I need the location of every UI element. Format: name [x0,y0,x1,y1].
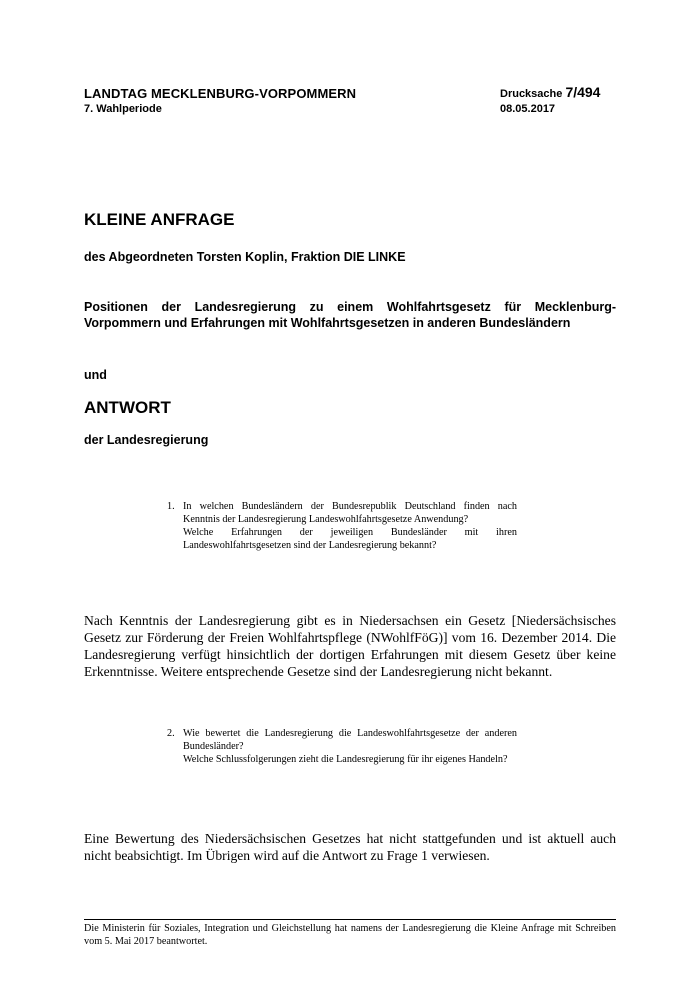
question-line: In welchen Bundesländern der Bundesrepublik Deutschland finden nach Kenntnis der Landesregierung Landeswohlfahrtsgesetze Anwendung? [183,501,517,525]
answer-2: Eine Bewertung des Niedersächsischen Gesetzes hat nicht stattgefunden und ist aktuell auch nicht beabsichtigt. Im Übrigen wird auf die Antwort zu Frage 1 verwiesen. [84,831,616,863]
question-2 [167,727,517,766]
footnote: Die Ministerin für Soziales, Integration und Gleichstellung hat namens der Landesregierung die Kleine Anfrage mit Schreiben vom 5. Mai 2017 beantwortet. [84,923,616,947]
drucksache-label-line [500,84,600,100]
parliament-name: LANDTAG MECKLENBURG-VORPOMMERN [84,86,357,101]
kleine-anfrage-title: KLEINE ANFRAGE [84,210,235,229]
question-line: Welche Erfahrungen der jeweiligen Bundesländer mit ihren Landeswohlfahrtsgesetzen sind der Landesregierung bekannt? [183,527,517,551]
drucksache-number: 7/494 [565,84,601,100]
answer-author: der Landesregierung [84,433,209,447]
conjunction-und: und [84,368,107,382]
author-line: des Abgeordneten Torsten Koplin, Fraktion DIE LINKE [84,250,406,264]
antwort-title: ANTWORT [84,398,171,417]
topic-heading: Positionen der Landesregierung zu einem Wohlfahrtsgesetz für Mecklenburg-Vorpommern und Erfahrungen mit Wohlfahrtsgesetzen in anderen Bundesländern [84,300,616,330]
legislative-period: 7. Wahlperiode [84,103,162,115]
question-number: 1. [167,501,175,512]
answer-1: Nach Kenntnis der Landesregierung gibt es in Niedersachsen ein Gesetz [Niedersächsisches Gesetz zur Förderung der Freien Wohlfahrtspflege (NWohlfFöG)] vom 16. Dezember 2014. Die Landesregierung verfügt hinsichtlich der dortigen Erfahrungen mit diesem Gesetz über keine Erkenntnisse. Weitere entsprechende Gesetze sind der Landesregierung nicht bekannt. [84,613,616,679]
document-date: 08.05.2017 [500,103,556,115]
question-line: Welche Schlussfolgerungen zieht die Landesregierung für ihr eigenes Handeln? [183,754,508,765]
drucksache-label: Drucksache [500,88,563,100]
question-1 [167,500,517,552]
question-line: Wie bewertet die Landesregierung die Landeswohlfahrtsgesetze der anderen Bundesländer? [183,728,517,752]
question-number: 2. [167,728,175,739]
footnote-divider [84,919,616,920]
